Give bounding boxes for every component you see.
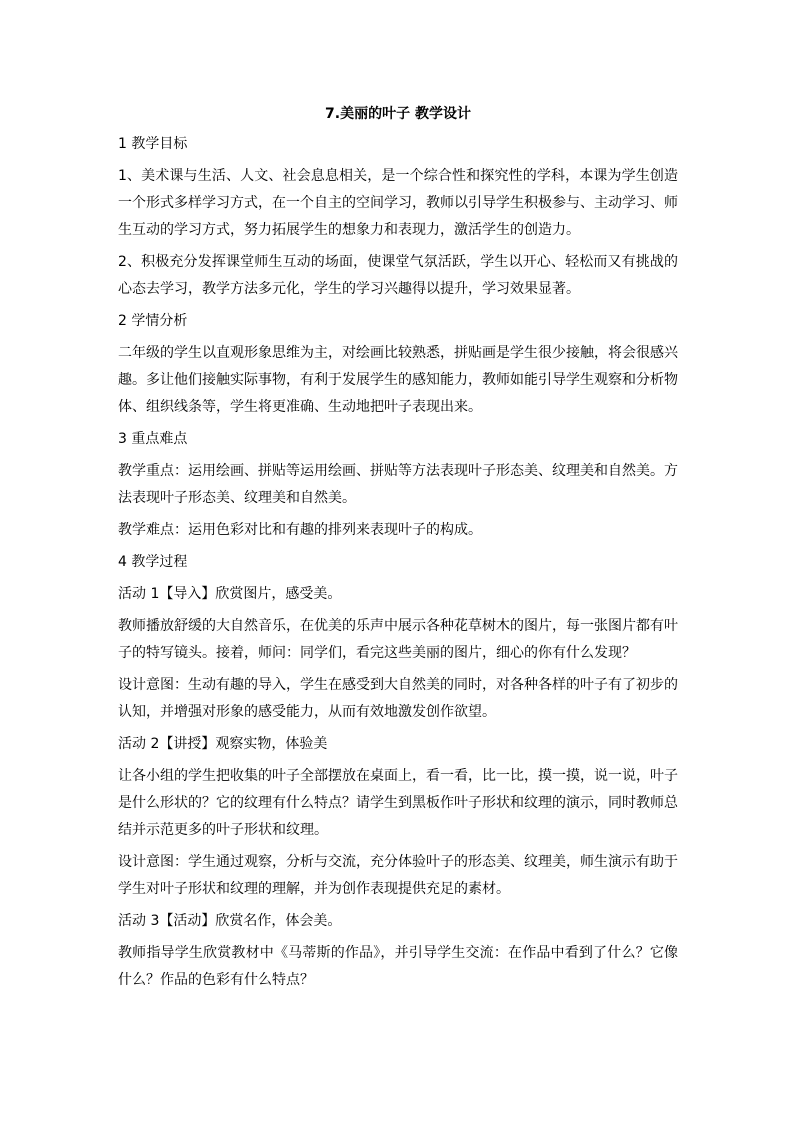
section-heading-key-points: 3 重点难点 [118,431,188,447]
activity-2-intent: 设计意图：学生通过观察，分析与交流，充分体验叶子的形态美、纹理美，师生演示有助于学生对叶子形状和纹理的理解，并为创作表现提供充足的素材。 [118,854,678,897]
section-heading-analysis: 2 学情分析 [118,313,188,329]
activity-1-title: 活动 1【导入】欣赏图片，感受美。 [118,586,342,602]
document-title: 7.美丽的叶子 教学设计 [325,106,471,122]
activity-1-body: 教师播放舒缓的大自然音乐，在优美的乐声中展示各种花草树木的图片，每一张图片都有叶子的特写镜头。接着，师问：同学们，看完这些美丽的图片，细心的你有什么发现？ [118,618,678,661]
section-heading-objectives: 1 教学目标 [118,136,188,152]
document-body [118,131,678,999]
document-page [118,0,678,1123]
objective-2: 2、积极充分发挥课堂师生互动的场面，使课堂气氛活跃，学生以开心、轻松而又有挑战的心态去学习，教学方法多元化，学生的学习兴趣得以提升，学习效果显著。 [118,254,678,297]
section-heading-process: 4 教学过程 [118,554,188,570]
activity-3-body: 教师指导学生欣赏教材中《马蒂斯的作品》，并引导学生交流：在作品中看到了什么？它像什么？作品的色彩有什么特点？ [118,945,678,988]
analysis-paragraph: 二年级的学生以直观形象思维为主，对绘画比较熟悉，拼贴画是学生很少接触，将会很感兴趣。多让他们接触实际事物，有利于发展学生的感知能力，教师如能引导学生观察和分析物体、组织线条等，学生将更准确、生动地把叶子表现出来。 [118,345,678,415]
activity-2-title: 活动 2【讲授】观察实物，体验美 [118,736,328,752]
activity-3-title: 活动 3【活动】欣赏名作，体会美。 [118,913,342,929]
activity-1-intent: 设计意图：生动有趣的导入，学生在感受到大自然美的同时，对各种各样的叶子有了初步的认知，并增强对形象的感受能力，从而有效地激发创作欲望。 [118,677,678,720]
key-point: 教学重点：运用绘画、拼贴等运用绘画、拼贴等方法表现叶子形态美、纹理美和自然美。方法表现叶子形态美、纹理美和自然美。 [118,463,678,506]
activity-2-body: 让各小组的学生把收集的叶子全部摆放在桌面上，看一看，比一比，摸一摸，说一说，叶子是什么形状的？它的纹理有什么特点？请学生到黑板作叶子形状和纹理的演示，同时教师总结并示范更多的叶子形状和纹理。 [118,768,678,838]
objective-1: 1、美术课与生活、人文、社会息息相关，是一个综合性和探究性的学科，本课为学生创造一个形式多样学习方式，在一个自主的空间学习，教师以引导学生积极参与、主动学习、师生互动的学习方式，努力拓展学生的想象力和表现力，激活学生的创造力。 [118,168,678,238]
difficult-point: 教学难点：运用色彩对比和有趣的排列来表现叶子的构成。 [118,522,482,538]
